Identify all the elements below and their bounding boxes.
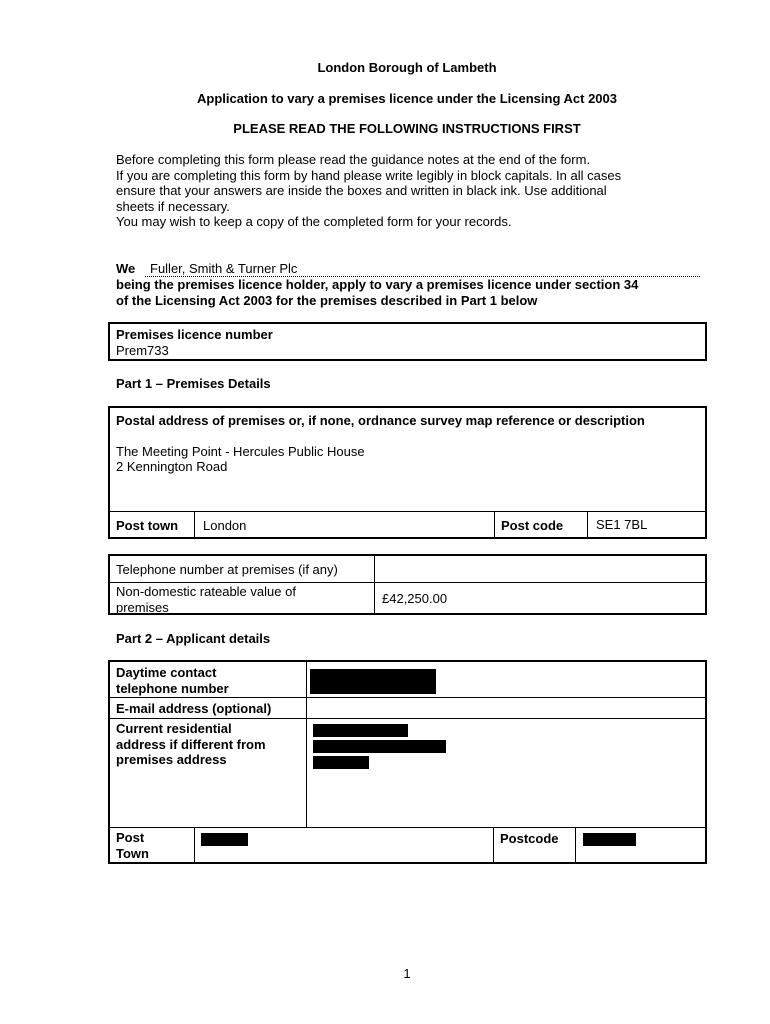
applicant-postcode-label: Postcode bbox=[500, 831, 559, 846]
applicant-post-town-redaction bbox=[201, 833, 248, 846]
post-code-value-divider bbox=[587, 511, 588, 538]
rateable-label-line-1: Non-domestic rateable value of bbox=[116, 584, 296, 599]
email-row-divider bbox=[109, 718, 706, 719]
applicant-column-divider bbox=[306, 661, 307, 828]
instructions-block bbox=[116, 152, 716, 230]
post-code-label-divider bbox=[494, 511, 495, 538]
telephone-row-divider bbox=[109, 582, 706, 583]
daytime-phone-label-line-1: Daytime contact bbox=[116, 665, 217, 680]
residential-label-line-1: Current residential bbox=[116, 721, 232, 736]
telephone-label: Telephone number at premises (if any) bbox=[116, 562, 338, 577]
rateable-label-line-2: premises bbox=[116, 599, 169, 615]
licence-holder-name[interactable]: Fuller, Smith & Turner Plc bbox=[150, 261, 298, 276]
residential-label-line-3: premises address bbox=[116, 752, 227, 767]
council-name: London Borough of Lambeth bbox=[317, 60, 497, 75]
page-number: 1 bbox=[403, 966, 411, 981]
part2-heading: Part 2 – Applicant details bbox=[116, 631, 271, 646]
licence-number-value[interactable]: Prem733 bbox=[116, 343, 169, 358]
applicant-postcode-value-divider bbox=[575, 828, 576, 863]
instruction-line: ensure that your answers are inside the boxes and written in black ink. Use additional bbox=[116, 183, 607, 198]
instruction-line: If you are completing this form by hand please write legibly in block capitals. In all cases bbox=[116, 167, 622, 183]
applicant-post-town-label-line-1: Post bbox=[116, 830, 145, 845]
post-code-label: Post code bbox=[501, 518, 564, 533]
address-line-1[interactable]: The Meeting Point - Hercules Public House bbox=[116, 444, 365, 459]
address-line-2[interactable]: 2 Kennington Road bbox=[116, 459, 228, 474]
rateable-label bbox=[116, 584, 296, 615]
post-town-value[interactable]: London bbox=[203, 518, 247, 533]
applicant-post-town-label bbox=[116, 830, 149, 861]
form-title: Application to vary a premises licence under the Licensing Act 2003 bbox=[197, 91, 617, 106]
post-code-value[interactable]: SE1 7BL bbox=[596, 517, 648, 532]
daytime-row-divider bbox=[109, 697, 706, 698]
residential-address-redaction-1 bbox=[313, 724, 408, 737]
email-label: E-mail address (optional) bbox=[116, 701, 272, 716]
daytime-phone-label-line-2: telephone number bbox=[116, 680, 229, 696]
address-divider bbox=[109, 511, 706, 512]
residential-row-divider bbox=[109, 827, 706, 828]
residential-label-line-2: address if different from bbox=[116, 736, 266, 752]
instruction-line: sheets if necessary. bbox=[116, 198, 230, 214]
applicant-postcode-redaction bbox=[583, 833, 636, 846]
instructions-heading: PLEASE READ THE FOLLOWING INSTRUCTIONS FIRST bbox=[233, 121, 581, 136]
instruction-line: Before completing this form please read the guidance notes at the end of the form. bbox=[116, 152, 591, 167]
statement-line-2: of the Licensing Act 2003 for the premises described in Part 1 below bbox=[116, 293, 538, 308]
applicant-post-town-label-line-2: Town bbox=[116, 845, 149, 861]
residential-address-label bbox=[116, 721, 266, 768]
applicant-postcode-label-divider bbox=[493, 828, 494, 863]
we-label: We bbox=[116, 261, 136, 276]
rateable-value[interactable]: £42,250.00 bbox=[382, 591, 448, 606]
daytime-phone-label bbox=[116, 665, 229, 696]
residential-address-redaction-3 bbox=[313, 756, 369, 769]
daytime-phone-redaction bbox=[310, 669, 436, 694]
instruction-line: You may wish to keep a copy of the completed form for your records. bbox=[116, 214, 512, 229]
telephone-column-divider bbox=[374, 555, 375, 614]
post-town-label: Post town bbox=[116, 518, 179, 533]
statement-line-1: being the premises licence holder, apply to vary a premises licence under section 34 bbox=[116, 277, 639, 292]
part1-heading: Part 1 – Premises Details bbox=[116, 376, 271, 391]
licence-number-label: Premises licence number bbox=[116, 327, 273, 342]
postal-address-label: Postal address of premises or, if none, ordnance survey map reference or description bbox=[116, 413, 645, 428]
residential-address-redaction-2 bbox=[313, 740, 446, 753]
applicant-post-town-divider bbox=[194, 828, 195, 863]
post-town-divider bbox=[194, 511, 195, 538]
